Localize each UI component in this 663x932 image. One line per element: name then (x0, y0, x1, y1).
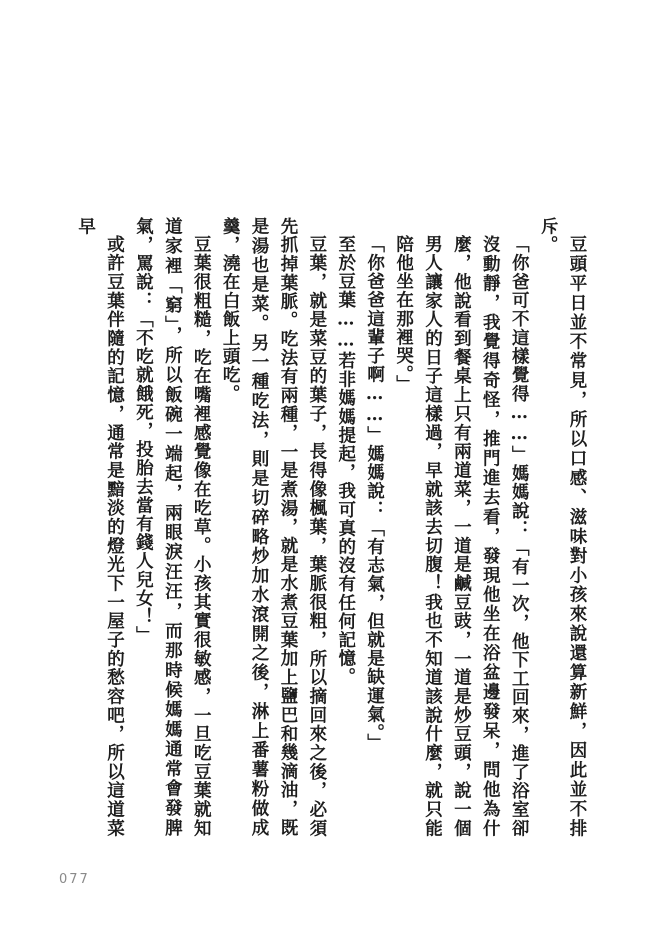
vertical-text-body (61, 217, 591, 837)
paragraph-5: 豆葉，就是菜豆的葉子，長得像楓葉，葉脈很粗，所以摘回來之後，必須先抓掉葉脈。吃法有兩種，一是煮湯，就是水煮豆葉加上鹽巴和幾滴油，既是湯也是菜。另一種吃法，則是切碎略炒加水滾開之後，淋上番薯粉做成羹，澆在白飯上頭吃。 (220, 217, 327, 837)
paragraph-2-quote: 「你爸可不這樣覺得……」媽媽說：「有一次，他下工回來，進了浴室卻沒動靜，我覺得奇怪，推門進去看，發現他坐在浴盆邊發呆，問他為什麼，他說看到餐桌上只有兩道菜，一道是鹹豆豉，一道是炒豆頭，說一個男人讓家人的日子這樣過，早就該去切腹！我也不知道該說什麼，就只能陪他坐在那裡哭。」 (393, 234, 530, 837)
paragraph-3-quote: 「你爸爸這輩子啊……」媽媽說：「有志氣，但就是缺運氣。」 (364, 234, 385, 752)
paragraph-4: 至於豆葉……若非媽媽提起，我可真的沒有任何記憶。 (335, 234, 356, 686)
paragraph-6: 豆葉很粗糙，吃在嘴裡感覺像在吃草。小孩其實很敏感，一旦吃豆葉就知道家裡「窮」，所以飯碗一端起，兩眼淚汪汪，而那時候媽媽通常會發脾氣，罵說：「不吃就餓死，投胎去當有錢人兒女！」 (133, 217, 212, 837)
paragraph-1: 豆頭平日並不常見，所以口感、滋味對小孩來說還算新鮮，因此並不排斥。 (538, 217, 587, 837)
paragraph-7: 或許豆葉伴隨的記憶，通常是黯淡的燈光下一屋子的愁容吧，所以這道菜早 (75, 217, 125, 837)
page-number: 077 (59, 872, 90, 887)
